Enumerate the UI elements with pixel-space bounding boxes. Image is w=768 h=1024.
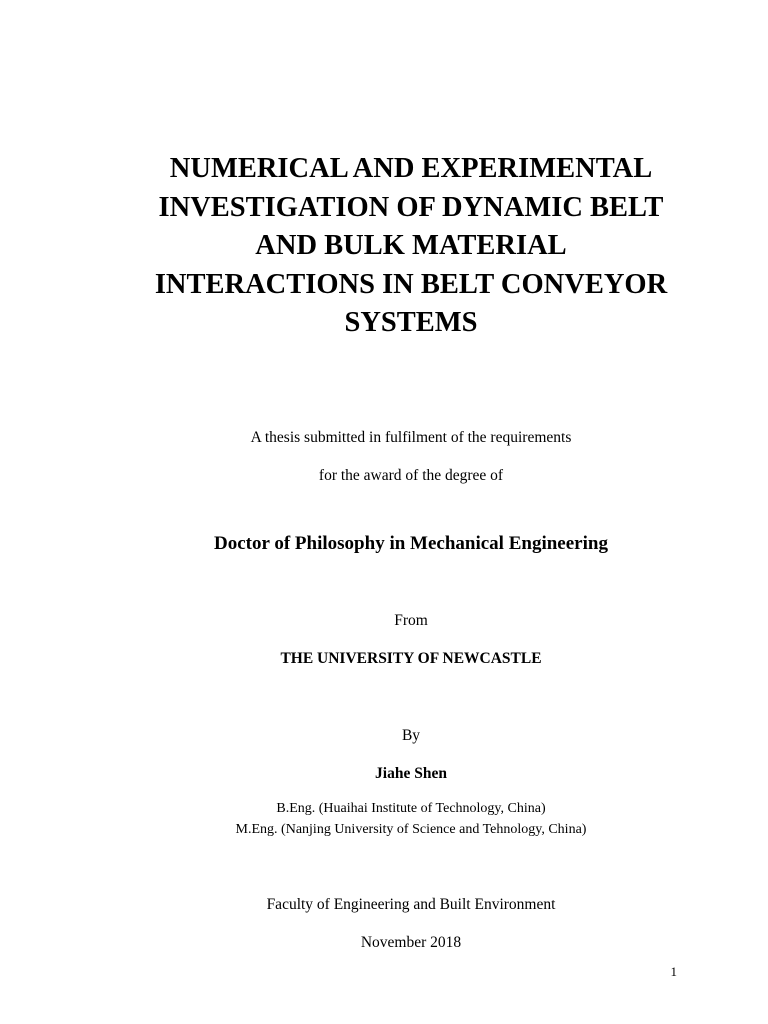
page-number: 1 bbox=[670, 964, 677, 979]
title-line: AND BULK MATERIAL bbox=[255, 230, 567, 261]
title-line: NUMERICAL AND EXPERIMENTAL bbox=[169, 153, 653, 184]
degree-name: Doctor of Philosophy in Mechanical Engineering bbox=[214, 533, 608, 554]
from-label: From bbox=[394, 612, 428, 629]
submission-date: November 2018 bbox=[360, 934, 462, 951]
qualification-meng: M.Eng. (Nanjing University of Science and Tehnology, China) bbox=[235, 822, 587, 837]
title-line: INTERACTIONS IN BELT CONVEYOR bbox=[154, 268, 668, 300]
thesis-title bbox=[100, 150, 722, 343]
author-name: Jiahe Shen bbox=[375, 765, 447, 782]
by-label: By bbox=[401, 727, 421, 744]
qualification-beng: B.Eng. (Huaihai Institute of Technology, China) bbox=[276, 801, 546, 816]
submission-statement-line-1: A thesis submitted in fulfilment of the requirements bbox=[250, 429, 572, 446]
university-name: THE UNIVERSITY OF NEWCASTLE bbox=[280, 650, 542, 667]
faculty-name: Faculty of Engineering and Built Environment bbox=[266, 896, 556, 913]
title-line: INVESTIGATION OF DYNAMIC BELT bbox=[158, 191, 664, 223]
title-line: SYSTEMS bbox=[344, 307, 478, 338]
submission-statement-line-2: for the award of the degree of bbox=[318, 467, 504, 484]
